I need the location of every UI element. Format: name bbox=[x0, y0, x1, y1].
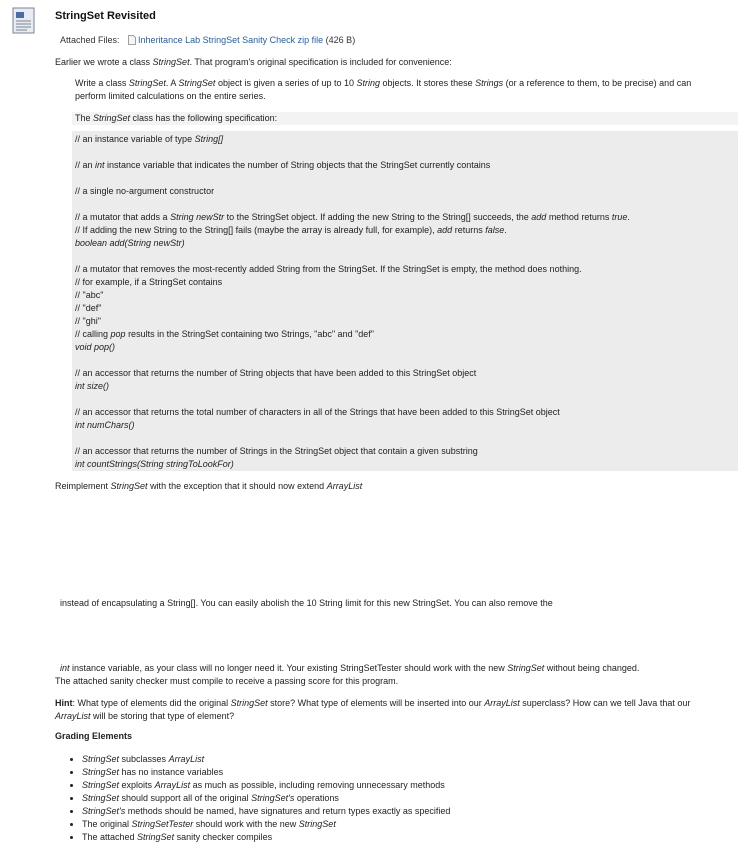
spec-line: // an accessor that returns the number of Strings in the StringSet object that contain a given substring bbox=[75, 446, 478, 456]
hint-paragraph: Hint: What type of elements did the original StringSet store? What type of elements will be inserted into our ArrayList superclass? How can we tell Java that our ArrayList will be storing that type of element? bbox=[55, 698, 691, 721]
spec-line: // a mutator that removes the most-recently added String from the StringSet. If the StringSet is empty, the method does nothing. bbox=[75, 264, 582, 274]
page-title: StringSet Revisited bbox=[55, 10, 156, 22]
spec-line: // "def" bbox=[75, 303, 102, 313]
list-item: • The original StringSetTester should work with the new StringSet bbox=[82, 818, 450, 831]
list-item: • StringSet should support all of the original StringSet's operations bbox=[82, 792, 450, 805]
attachment-link[interactable]: Inheritance Lab StringSet Sanity Check zip file bbox=[138, 35, 324, 45]
list-item: • StringSet exploits ArrayList as much as possible, including removing unnecessary methods bbox=[82, 779, 450, 792]
spec-intro-paragraph: Write a class StringSet. A StringSet object is given a series of up to 10 String objects. It stores these Strings (or a reference to them, to be precise) and can perform limited calculations on the entire series. bbox=[75, 78, 692, 101]
attached-files-label: Attached Files: bbox=[60, 35, 120, 45]
file-icon bbox=[128, 35, 136, 45]
spec-header-text: The StringSet class has the following specification: bbox=[75, 113, 278, 123]
list-item: • StringSet subclasses ArrayList bbox=[82, 753, 450, 766]
list-item: • The attached StringSet sanity checker compiles bbox=[82, 831, 450, 844]
spec-signature: int numChars() bbox=[75, 420, 135, 430]
attachment-size: (426 B) bbox=[325, 35, 356, 45]
instead-paragraph: instead of encapsulating a String[]. You can easily abolish the 10 String limit for this new StringSet. You can also remove the bbox=[60, 598, 553, 608]
spec-line: // an accessor that returns the number of String objects that have been added to this StringSet object bbox=[75, 368, 477, 378]
spec-line: // for example, if a StringSet contains bbox=[75, 277, 223, 287]
spec-line: // a single no-argument constructor bbox=[75, 186, 215, 196]
assignment-icon bbox=[12, 7, 36, 34]
spec-line: // a mutator that adds a String newStr to the StringSet object. If adding the new String to the String[] succeeds, the add method returns true. bbox=[75, 212, 630, 222]
intro-paragraph: Earlier we wrote a class StringSet. That program's original specification is included for convenience: bbox=[55, 57, 452, 67]
spec-code-box bbox=[72, 131, 738, 471]
grading-heading: Grading Elements bbox=[55, 731, 133, 741]
list-item: • StringSet has no instance variables bbox=[82, 766, 450, 779]
attached-files bbox=[60, 35, 355, 45]
spec-line: // If adding the new String to the String[] fails (maybe the array is already full, for example), add returns false. bbox=[75, 225, 507, 235]
spec-signature: int size() bbox=[75, 381, 110, 391]
spec-line: // calling pop results in the StringSet containing two Strings, "abc" and "def" bbox=[75, 329, 374, 339]
sanity-paragraph: The attached sanity checker must compile to receive a passing score for this program. bbox=[55, 676, 399, 686]
grading-list bbox=[64, 753, 450, 844]
spec-signature: void pop() bbox=[75, 342, 116, 352]
spec-line: // "ghi" bbox=[75, 316, 101, 326]
list-item: • StringSet's methods should be named, have signatures and return types exactly as specified bbox=[82, 805, 450, 818]
spec-line: // an int instance variable that indicates the number of String objects that the StringSet currently contains bbox=[75, 160, 491, 170]
spec-signature: boolean add(String newStr) bbox=[75, 238, 185, 248]
int-paragraph: int instance variable, as your class will no longer need it. Your existing StringSetTester should work with the new StringSet without being changed. bbox=[60, 663, 640, 673]
spec-line: // an accessor that returns the total number of characters in all of the Strings that have been added to this StringSet object bbox=[75, 407, 560, 417]
spec-line: // "abc" bbox=[75, 290, 104, 300]
reimplement-paragraph: Reimplement StringSet with the exception that it should now extend ArrayList bbox=[55, 481, 363, 491]
spec-line: // an instance variable of type String[] bbox=[75, 134, 224, 144]
spec-signature: int countStrings(String stringToLookFor) bbox=[75, 459, 234, 469]
